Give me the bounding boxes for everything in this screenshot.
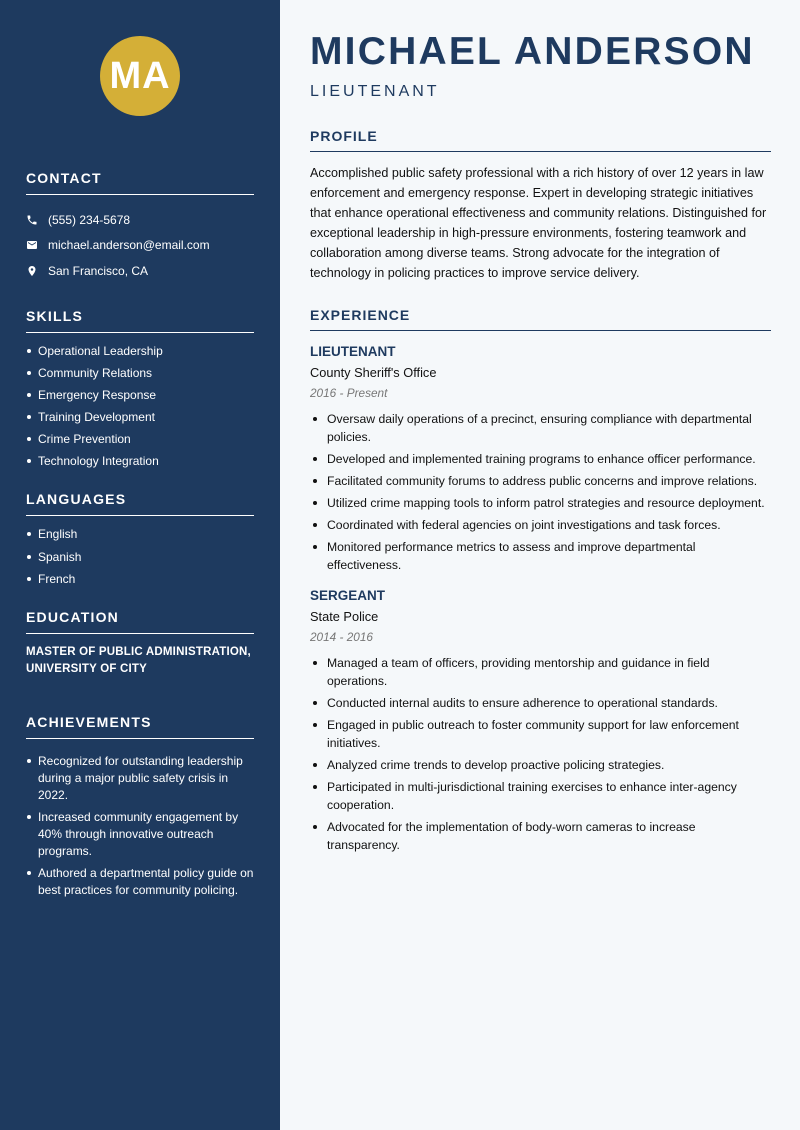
contact-list: [26, 207, 254, 284]
job-role: LIEUTENANT: [310, 344, 396, 359]
email-icon: [26, 239, 38, 251]
achievement-item: Increased community engagement by 40% through innovative outreach programs.: [26, 809, 254, 861]
education-degree: MASTER OF PUBLIC ADMINISTRATION,: [26, 645, 251, 658]
email-text: michael.anderson@email.com: [48, 238, 210, 253]
contact-heading: CONTACT: [26, 170, 254, 195]
candidate-name: MICHAEL ANDERSON: [310, 30, 755, 73]
contact-location: [26, 258, 254, 284]
skill-item: Crime Prevention: [26, 431, 254, 447]
job-bullet: Conducted internal audits to ensure adherence to operational standards.: [310, 694, 771, 712]
job-company: County Sheriff's Office: [310, 365, 437, 380]
contact-email: [26, 233, 254, 259]
achievements-heading: ACHIEVEMENTS: [26, 714, 254, 739]
education-heading: EDUCATION: [26, 609, 254, 634]
languages-heading: LANGUAGES: [26, 491, 254, 516]
job-bullet: Participated in multi-jurisdictional training exercises to enhance inter-agency cooperation.: [310, 778, 771, 814]
skill-item: Community Relations: [26, 365, 254, 381]
skill-item: Emergency Response: [26, 387, 254, 403]
main-content: [280, 0, 800, 1130]
job-bullet: Developed and implemented training programs to enhance officer performance.: [310, 450, 771, 468]
job-bullet: Monitored performance metrics to assess and improve departmental effectiveness.: [310, 538, 771, 574]
job-entry: [310, 588, 771, 854]
location-text: San Francisco, CA: [48, 263, 149, 278]
location-pin-icon: [26, 265, 38, 277]
skills-heading: SKILLS: [26, 308, 254, 333]
achievement-item: Authored a departmental policy guide on best practices for community policing.: [26, 865, 254, 899]
languages-list: [26, 526, 254, 586]
job-company: State Police: [310, 609, 379, 624]
skills-list: [26, 343, 254, 470]
skill-item: Training Development: [26, 409, 254, 425]
job-bullet: Oversaw daily operations of a precinct, ensuring compliance with departmental policies.: [310, 410, 771, 446]
sidebar: [0, 0, 280, 1130]
profile-heading: PROFILE: [310, 128, 771, 152]
achievements-list: [26, 753, 254, 900]
job-dates: 2016 - Present: [310, 386, 388, 400]
skill-item: Technology Integration: [26, 453, 254, 469]
skill-item: Operational Leadership: [26, 343, 254, 359]
profile-summary: Accomplished public safety professional with a rich history of over 12 years in law enforcement and emergency response. Expert in developing strategic initiatives that enhance operational effectiveness and community relations. Distinguished for exceptional leadership in high-pressure environments, fostering teamwork and collaboration among diverse teams. Strong advocate for the integration of technology in policing practices to improve service delivery.: [310, 166, 767, 280]
job-bullet: Managed a team of officers, providing mentorship and guidance in field operations.: [310, 654, 771, 690]
language-item: French: [26, 571, 254, 587]
phone-icon: [26, 214, 38, 226]
job-bullets: [310, 410, 771, 574]
job-bullet: Advocated for the implementation of body-worn cameras to increase transparency.: [310, 818, 771, 854]
job-bullet: Engaged in public outreach to foster community support for law enforcement initiatives.: [310, 716, 771, 752]
job-bullet: Coordinated with federal agencies on joint investigations and task forces.: [310, 516, 771, 534]
language-item: English: [26, 526, 254, 542]
initials-avatar: MA: [100, 36, 180, 116]
language-item: Spanish: [26, 549, 254, 565]
contact-phone: [26, 207, 254, 233]
experience-heading: EXPERIENCE: [310, 307, 771, 331]
candidate-title: LIEUTENANT: [310, 83, 440, 100]
job-bullet: Analyzed crime trends to develop proactive policing strategies.: [310, 756, 771, 774]
achievement-item: Recognized for outstanding leadership during a major public safety crisis in 2022.: [26, 753, 254, 805]
education-school: UNIVERSITY OF CITY: [26, 662, 147, 675]
job-bullet: Facilitated community forums to address public concerns and improve relations.: [310, 472, 771, 490]
job-bullet: Utilized crime mapping tools to inform patrol strategies and resource deployment.: [310, 494, 771, 512]
education-entry: [26, 644, 254, 678]
job-entry: [310, 344, 771, 574]
job-role: SERGEANT: [310, 588, 386, 603]
job-bullets: [310, 654, 771, 854]
phone-text: (555) 234-5678: [48, 212, 131, 227]
job-dates: 2014 - 2016: [310, 630, 373, 644]
